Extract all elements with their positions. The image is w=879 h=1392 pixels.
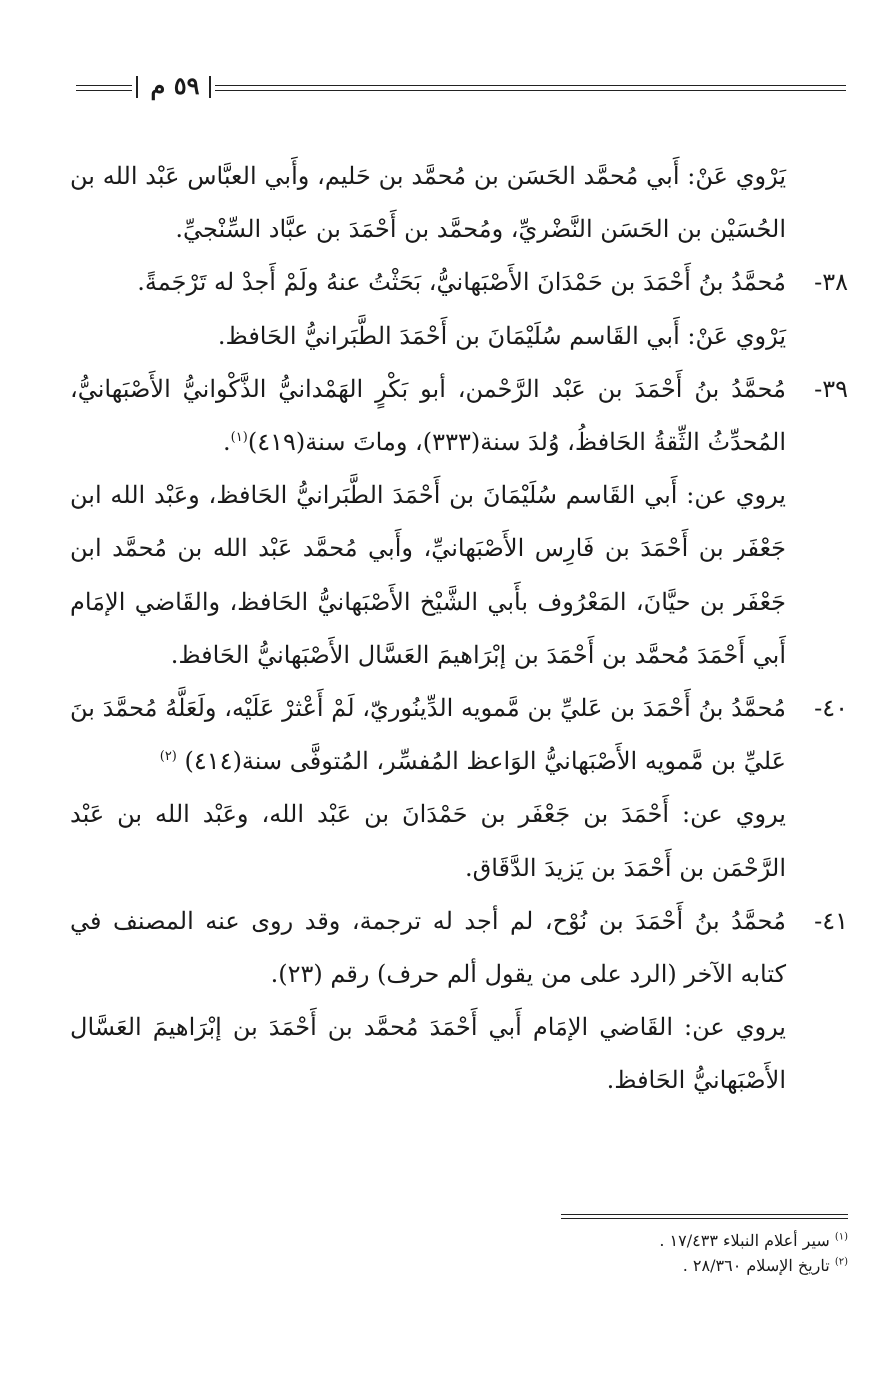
entry-41 xyxy=(70,895,848,1001)
footnote-marker: (٢) xyxy=(159,749,177,765)
footnote-number: (٢) xyxy=(834,1256,848,1268)
entry-number: ٣٨- xyxy=(814,268,848,297)
header-rule-right xyxy=(215,85,846,91)
header-rule-left xyxy=(76,85,132,91)
page-header xyxy=(76,68,846,108)
footnote-number: (١) xyxy=(834,1231,848,1243)
header-rule-cap-right xyxy=(209,76,211,98)
footnote-separator xyxy=(561,1214,848,1219)
footnotes xyxy=(300,1228,848,1278)
entry-number: ٤٠- xyxy=(814,694,848,723)
entry-text: مُحمَّدُ بنُ أَحْمَدَ بن عَليِّ بن مَّمويه الدِّينُوريّ، لَمْ أَعْثرْ عَلَيْه، ولَعَلَّهُ مُحمَّدَ بنَ عَليِّ بن مَّمويه الأَصْبَهانيُّ الوَاعظ المُفسِّر، المُتوفَّى سنة(٤١٤) xyxy=(70,694,786,776)
footnote-marker: (١) xyxy=(230,430,248,446)
entry-text: مُحمَّدُ بنُ أَحْمَدَ بن حَمْدَانَ الأَصْبَهانيُّ، بَحَثْتُ عنهُ ولَمْ أَجدْ له تَرْجَمةً. xyxy=(137,268,786,297)
footnote xyxy=(300,1228,848,1253)
entry-text: مُحمَّدُ بنُ أَحْمَدَ بن نُوْح، لم أجد له ترجمة، وقد روى عنه المصنف في كتابه الآخر (الرد على من يقول ألم حرف) رقم (٢٣). xyxy=(70,906,786,989)
paragraph xyxy=(70,310,848,363)
paragraph-text: يروي عن: أَحْمَدَ بن جَعْفَر بن حَمْدَانَ بن عَبْد الله، وعَبْد الله بن عَبْد الرَّحْمَن بن أَحْمَدَ بن يَزيدَ الدَّقَاق. xyxy=(70,800,786,882)
paragraph-text: يَرْوي عَنْ: أَبي القَاسم سُلَيْمَانَ بن أَحْمَدَ الطَّبَرانيُّ الحَافظ. xyxy=(217,321,786,350)
entry-number: ٤١- xyxy=(814,906,848,935)
entry-38 xyxy=(70,256,848,309)
footnote-text: تاريخ الإسلام ٢٨/٣٦٠ . xyxy=(682,1256,830,1275)
footnote xyxy=(300,1253,848,1278)
page-number: ٥٩ م xyxy=(150,71,200,100)
paragraph-text: يروي عن: القَاضي الإمَام أَبي أَحْمَدَ مُحمَّد بن أَحْمَدَ بن إبْرَاهيمَ العَسَّال الأَصْبَهانيُّ الحَافظ. xyxy=(70,1013,786,1095)
header-rule-cap-left xyxy=(136,76,138,98)
paragraph-text: يروي عن: أَبي القَاسم سُلَيْمَانَ بن أَحْمَدَ الطَّبَرانيُّ الحَافظ، وعَبْد الله ابن جَعْفَر بن أَحْمَدَ بن فَارِس الأَصْبَهانيِّ، وأَبي مُحمَّد عَبْد الله بن مُحمَّد ابن جَعْفَر بن حيَّانَ، المَعْرُوف بأَبي الشَّيْخ الأَصْبَهانيُّ الحَافظ، والقَاضي الإمَام أَبي أَحْمَدَ مُحمَّد بن أَحْمَدَ بن إبْرَاهيمَ العَسَّال الأَصْبَهانيُّ الحَافظ. xyxy=(70,481,786,669)
paragraph xyxy=(70,150,848,256)
paragraph-text: يَرْوي عَنْ: أَبي مُحمَّد الحَسَن بن مُحمَّد بن حَليم، وأَبي العبَّاس عَبْد الله بن الحُسَيْن بن الحَسَن النَّضْريِّ، ومُحمَّد بن أَحْمَدَ بن عبَّاد السِّنْجيِّ. xyxy=(70,162,786,244)
footnote-text: سير أعلام النبلاء ١٧/٤٣٣ . xyxy=(659,1231,830,1250)
entry-39: ٣٩- مُحمَّدُ بنُ أَحْمَدَ بن عَبْد الرَّحْمن، أبو بَكْرٍ الهَمْدانيُّ الذَّكْوانيُّ الأَصْبَهانيُّ، المُحدِّثُ الثِّقةُ الحَافظُ، وُلدَ سنة(٣٣٣)، وماتَ سنة(٤١٩)$^{(١)}$. xyxy=(70,363,848,469)
entry-text: مُحمَّدُ بنُ أَحْمَدَ بن عَبْد الرَّحْمن، أبو بَكْرٍ الهَمْدانيُّ الذَّكْوانيُّ الأَصْبَهانيُّ، المُحدِّثُ الثِّقةُ الحَافظُ، وُلدَ سنة(٣٣٣)، وماتَ سنة(٤١٩) xyxy=(70,374,786,457)
entry-40 xyxy=(70,682,848,788)
paragraph xyxy=(70,469,848,682)
paragraph xyxy=(70,788,848,894)
paragraph xyxy=(70,1001,848,1107)
entry-number: ٣٩- xyxy=(814,374,848,403)
page-body xyxy=(70,150,848,1108)
